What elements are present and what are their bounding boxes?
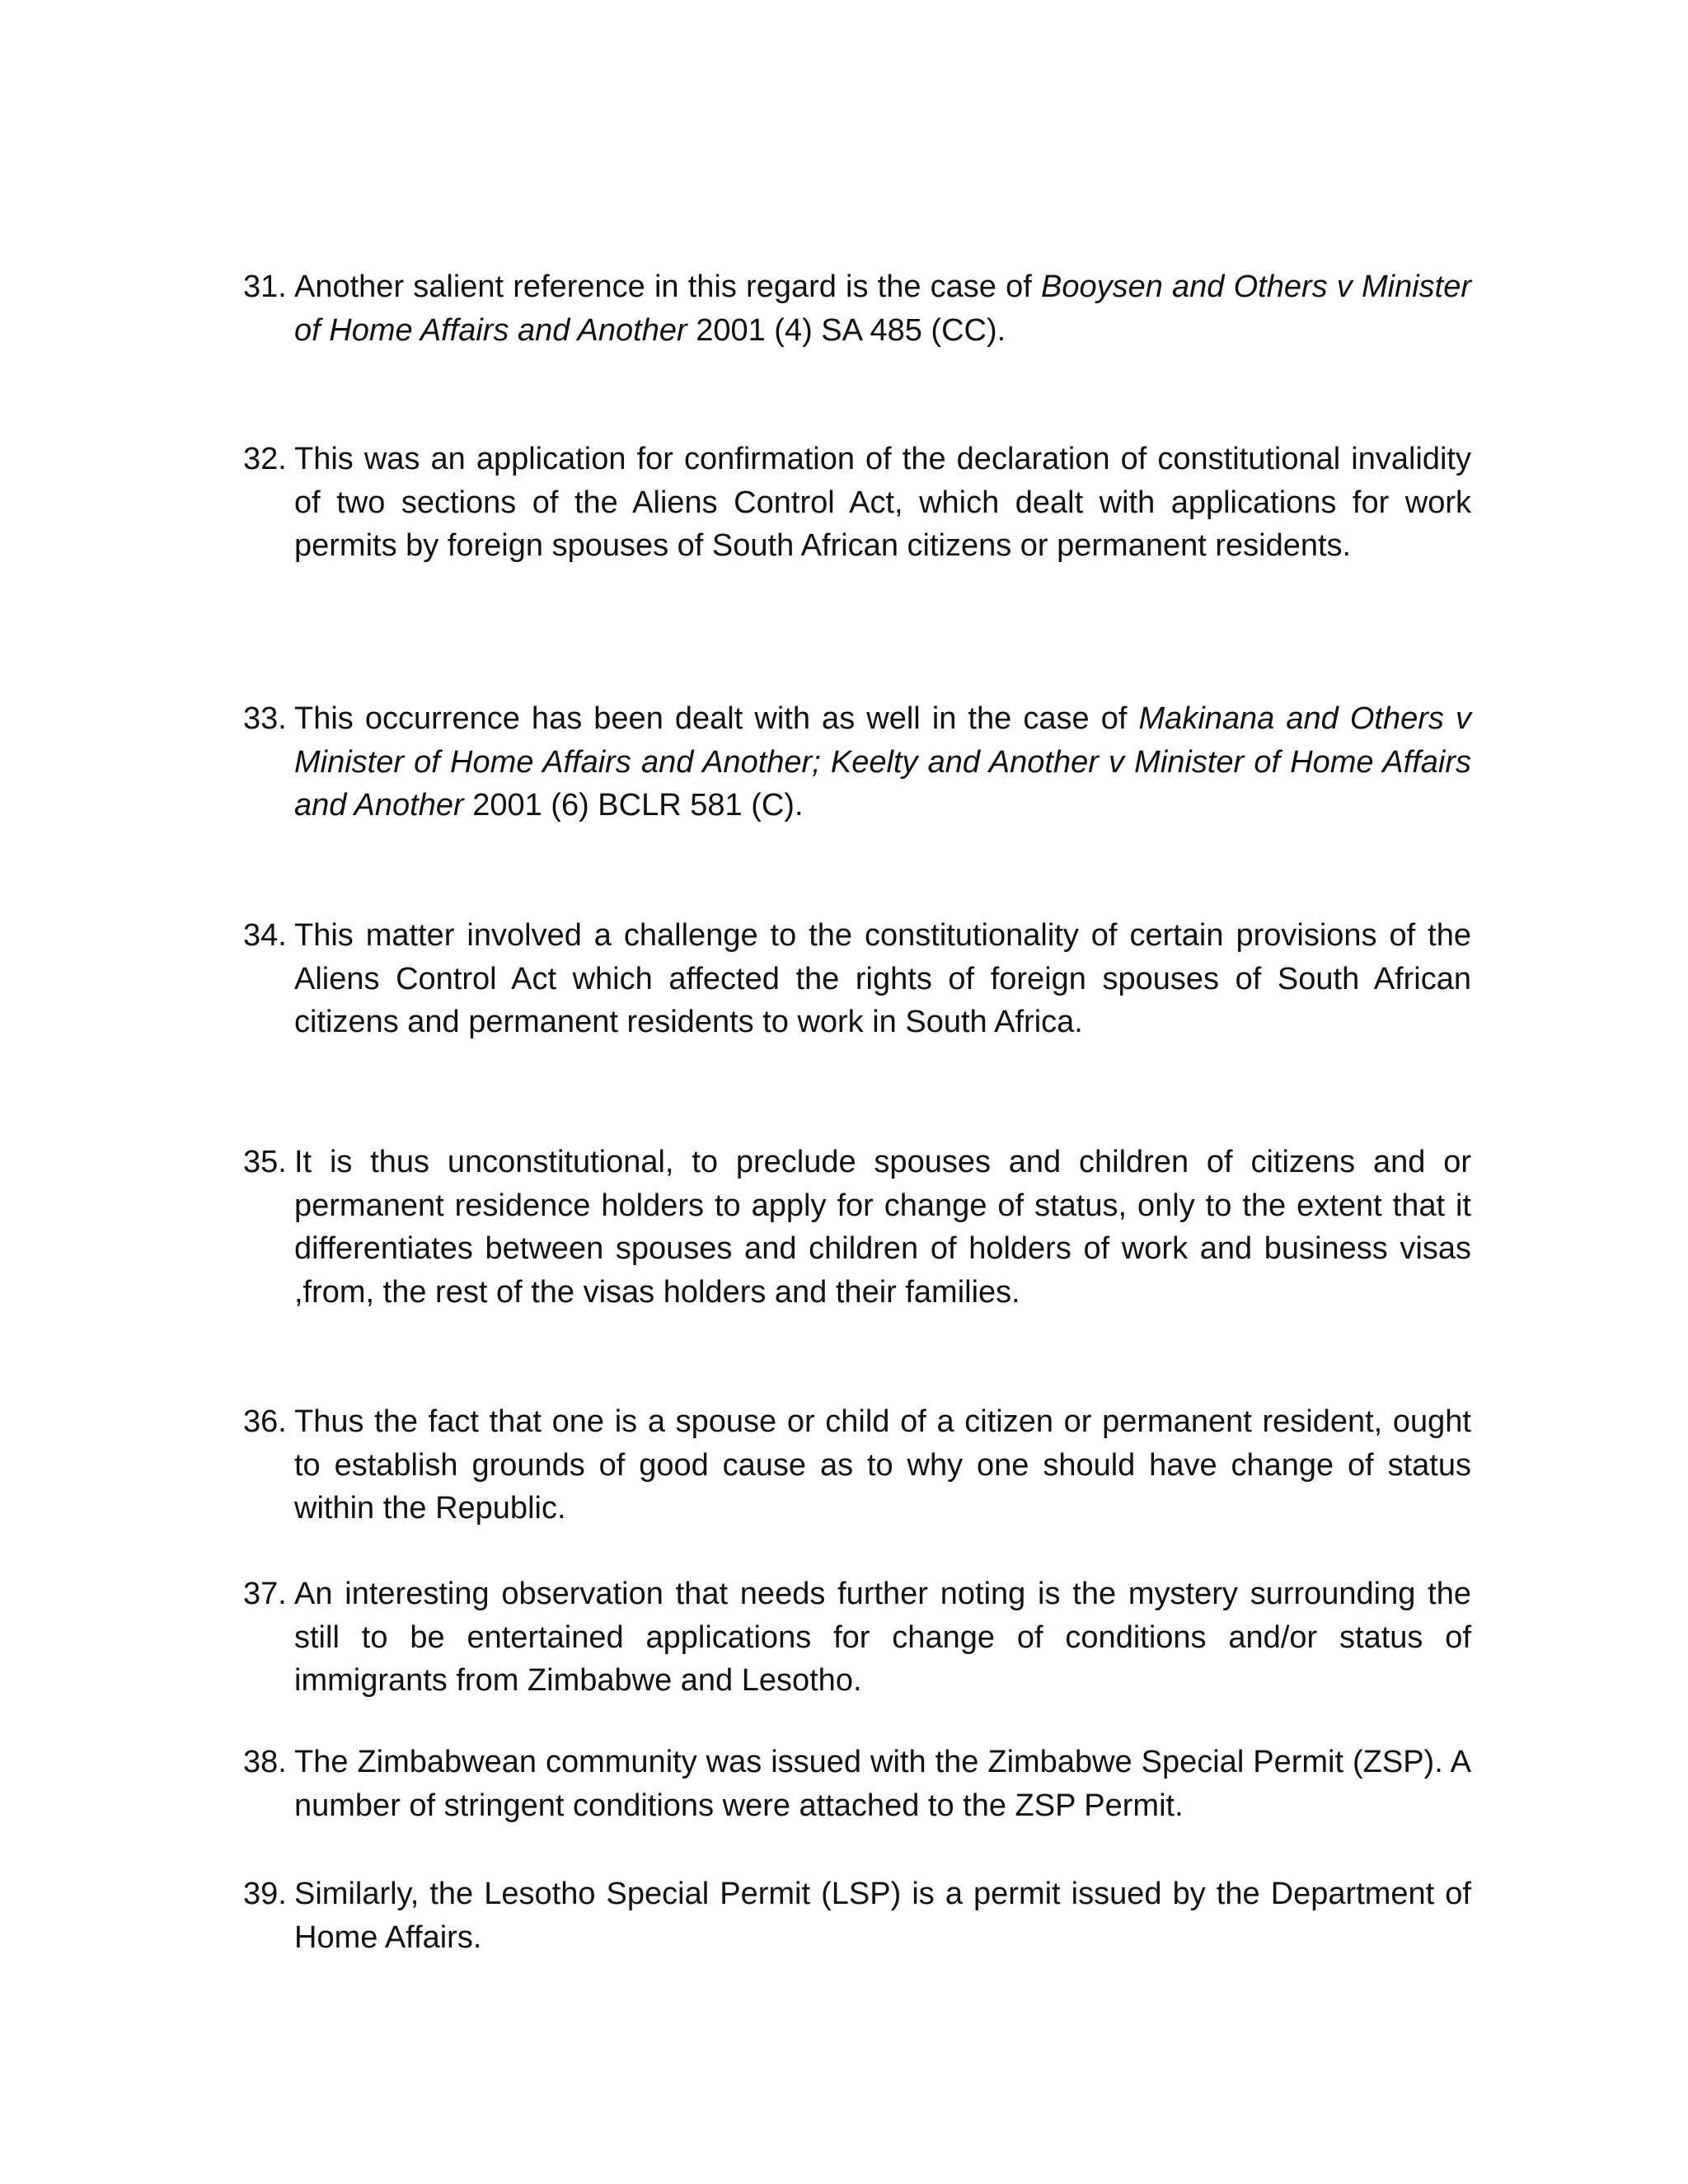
text-run: Similarly, the Lesotho Special Permit (LSP) is a permit issued by the Department of Home Affairs.: [294, 1877, 1471, 1955]
text-run: Another salient reference in this regard is the case of: [294, 269, 1041, 304]
paragraph-text: [294, 1572, 1471, 1703]
paragraph-number: 34.: [243, 918, 287, 953]
paragraph-35: [243, 1141, 1471, 1314]
text-run: Thus the fact that one is a spouse or child of a citizen or permanent resident, ought to establish grounds of good cause as to why one should have change of status within the Republic.: [294, 1404, 1471, 1526]
text-run: It is thus unconstitutional, to preclude spouses and children of citizens and or permanent residence holders to apply for change of status, only to the extent that it differentiates between spouses and children of holders of work and business visas ,from, the rest of the visas holders and their families.: [294, 1145, 1471, 1310]
paragraph-number: 35.: [243, 1145, 287, 1179]
paragraph-34: [243, 914, 1471, 1044]
text-run: 2001 (6) BCLR 581 (C).: [463, 788, 804, 823]
paragraph-text: [294, 1741, 1471, 1827]
paragraph-33: [243, 697, 1471, 827]
text-run: 2001 (4) SA 485 (CC).: [687, 312, 1006, 348]
text-run: This matter involved a challenge to the constitutionality of certain provisions of the Aliens Control Act which affected the rights of foreign spouses of South African citizens and permanent residents to work in South Africa.: [294, 918, 1471, 1039]
text-run: This was an application for confirmation of the declaration of constitutional invalidity of two sections of the Aliens Control Act, which dealt with applications for work permits by foreign spouses of South African citizens or permanent residents.: [294, 442, 1471, 563]
text-run: An interesting observation that needs further noting is the mystery surrounding the still to be entertained applications for change of conditions and/or status of immigrants from Zimbabwe and Lesotho.: [294, 1577, 1471, 1698]
paragraph-number: 32.: [243, 442, 287, 476]
case-citation: Makinana and Others v Minister of Home Affairs and Another; Keelty and Another v Minister of Home Affairs and Another: [294, 701, 1471, 823]
paragraph-number: 36.: [243, 1404, 287, 1439]
case-citation: Booysen and Others v Minister of Home Affairs and Another: [294, 269, 1471, 348]
paragraph-number: 31.: [243, 269, 287, 304]
paragraph-38: [243, 1741, 1471, 1827]
paragraph-text: [294, 914, 1471, 1044]
text-run: The Zimbabwean community was issued with the Zimbabwe Special Permit (ZSP). A number of stringent conditions were attached to the ZSP Permit.: [294, 1745, 1471, 1823]
paragraph-text: [294, 697, 1471, 827]
paragraph-31: [243, 265, 1471, 352]
paragraph-text: [294, 438, 1471, 568]
paragraph-number: 37.: [243, 1577, 287, 1611]
paragraph-number: 33.: [243, 701, 287, 736]
paragraph-39: [243, 1872, 1471, 1959]
paragraph-text: [294, 1872, 1471, 1959]
paragraph-36: [243, 1400, 1471, 1530]
paragraph-text: [294, 1400, 1471, 1530]
paragraph-text: [294, 1141, 1471, 1314]
paragraph-number: 38.: [243, 1745, 287, 1779]
paragraph-37: [243, 1572, 1471, 1703]
paragraph-32: [243, 438, 1471, 568]
paragraph-text: [294, 265, 1471, 352]
text-run: This occurrence has been dealt with as well in the case of: [294, 701, 1139, 736]
paragraph-number: 39.: [243, 1877, 287, 1911]
